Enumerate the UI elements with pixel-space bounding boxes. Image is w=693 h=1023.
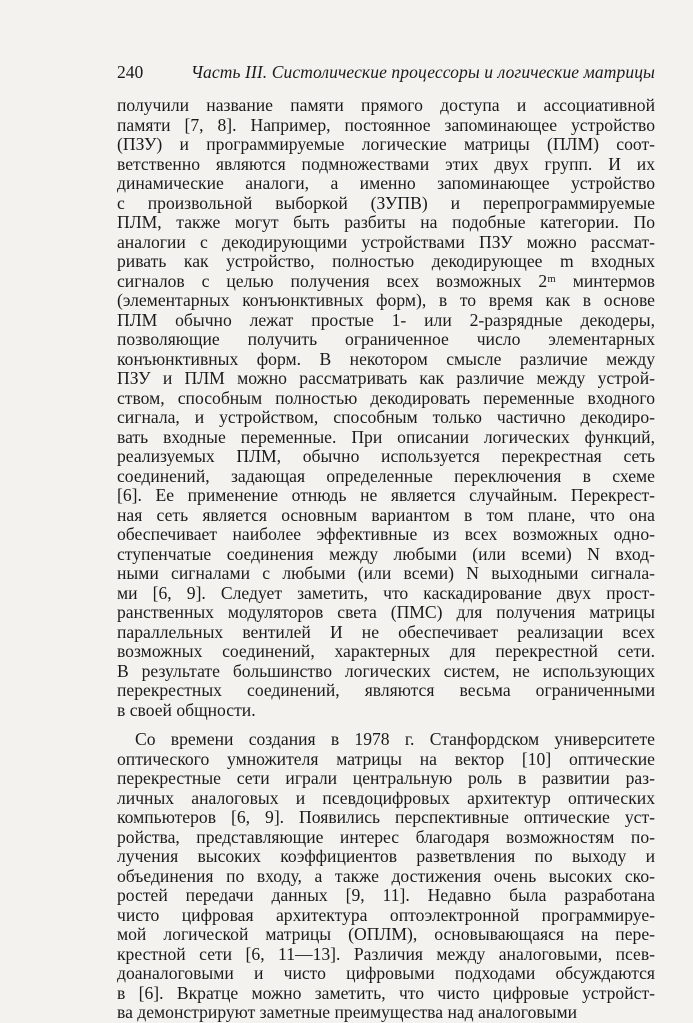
text-line: ройства, представляющие интерес благодаря возможностям по- xyxy=(117,826,655,847)
text-line: доаналоговыми и чисто цифровыми подходами обсуждаются xyxy=(117,963,655,983)
text-line: вать входные переменные. При описании логических функций, xyxy=(117,426,655,447)
text-line: перекрестных соединений, являются весьма ограниченными xyxy=(117,680,655,700)
text-line: Со времени создания в 1978 г. Станфордском университете xyxy=(135,729,655,749)
text-line: мой логической матрицы (ОПЛМ), основывающаяся на пере- xyxy=(117,924,655,944)
text-line: ростей передачи данных [9, 11]. Недавно была разработана xyxy=(117,885,655,905)
text-line: чисто цифровая архитектура оптоэлектронной программируе- xyxy=(117,904,655,925)
text-line: динамические аналоги, а именно запоминающее устройство xyxy=(117,173,655,193)
text-line: ными сигналами с любыми (или всеми) N выходными сигнала- xyxy=(117,563,655,583)
text-line: параллельных вентилей И не обеспечивает реализации всех xyxy=(117,621,655,642)
text-line: В результате большинство логических систем, не использующих xyxy=(117,660,655,681)
text-line: соединений, задающая определенные переключения в схеме xyxy=(117,465,655,486)
running-title: Часть III. Систолические процессоры и логические матрицы xyxy=(190,62,655,82)
text-line: сигнала, и устройством, способным только частично декодиро- xyxy=(117,407,655,427)
text-line: ПЗУ и ПЛМ можно рассматривать как различие между устрой- xyxy=(117,368,655,388)
text-line: [6]. Ее применение отнюдь не является случайным. Перекрест- xyxy=(117,485,655,505)
text-line: ством, способным полностью декодировать переменные входного xyxy=(117,387,655,408)
text-line: компьютеров [6, 9]. Появились перспективные оптические уст- xyxy=(117,807,655,827)
text-line: возможных соединений, характерных для перекрестной сети. xyxy=(117,641,655,661)
text-line: ПЛМ обычно лежат простые 1- или 2-разрядные декодеры, xyxy=(117,309,655,330)
text-line: с произвольной выборкой (ЗУПВ) и перепрограммируемые xyxy=(117,192,655,213)
text-line: реализуемых ПЛМ, обычно используется перекрестная сеть xyxy=(117,446,655,466)
text-line: ривать как устройство, полностью декодирующее m входных xyxy=(117,251,655,271)
text-line: ветственно являются подмножествами этих двух групп. И их xyxy=(117,153,655,174)
text-line: сигналов с целью получения всех возможных 2ᵐ минтермов xyxy=(117,270,655,291)
text-line: объединения по входу, а также достижения очень высоких ско- xyxy=(117,865,655,886)
text-line: позволяющие получить ограниченное число элементарных xyxy=(117,329,655,349)
text-line: ная сеть является основным вариантом в том плане, что она xyxy=(117,504,655,525)
text-line: оптического умножителя матрицы на вектор [10] оптические xyxy=(117,748,655,769)
page-number: 240 xyxy=(117,62,144,82)
page-header xyxy=(117,62,655,86)
paragraph xyxy=(117,96,655,720)
text-line: ПЛМ, также могут быть разбиты на подобные категории. По xyxy=(117,212,655,232)
text-line: ступенчатые соединения между любыми (или всеми) N вход- xyxy=(117,543,655,564)
text-line: крестной сети [6, 11—13]. Различия между аналоговыми, псев- xyxy=(117,943,655,964)
text-line: в [6]. Вкратце можно заметить, что чисто цифровые устройст- xyxy=(117,982,655,1003)
text-line: обеспечивает наиболее эффективные из всех возможных одно- xyxy=(117,524,655,544)
text-line: (ПЗУ) и программируемые логические матрицы (ПЛМ) соот- xyxy=(117,134,655,154)
text-line: ранственных модуляторов света (ПМС) для получения матрицы xyxy=(117,602,655,622)
text-line: (элементарных конъюнктивных форм), в то время как в основе xyxy=(117,290,655,310)
text-line: лучения высоких коэффициентов разветвления по выходу и xyxy=(117,846,655,866)
text-line: ва демонстрируют заметные преимущества над аналоговыми xyxy=(117,1002,578,1022)
text-line: памяти [7, 8]. Например, постоянное запоминающее устройство xyxy=(117,114,655,135)
text-line: аналогии с декодирующими устройствами ПЗУ можно рассмат- xyxy=(117,231,655,252)
text-line: получили название памяти прямого доступа и ассоциативной xyxy=(117,95,655,115)
text-line: личных аналоговых и псевдоцифровых архитектур оптических xyxy=(117,787,655,808)
text-line: конъюнктивных форм. В некотором смысле различие между xyxy=(117,348,655,369)
text-line: перекрестные сети играли центральную роль в развитии раз- xyxy=(117,768,655,788)
text-line: в своей общности. xyxy=(117,699,256,720)
paragraph xyxy=(117,730,655,1023)
text-line: ми [6, 9]. Следует заметить, что каскадирование двух прост- xyxy=(117,582,655,603)
body-text xyxy=(117,96,655,1023)
